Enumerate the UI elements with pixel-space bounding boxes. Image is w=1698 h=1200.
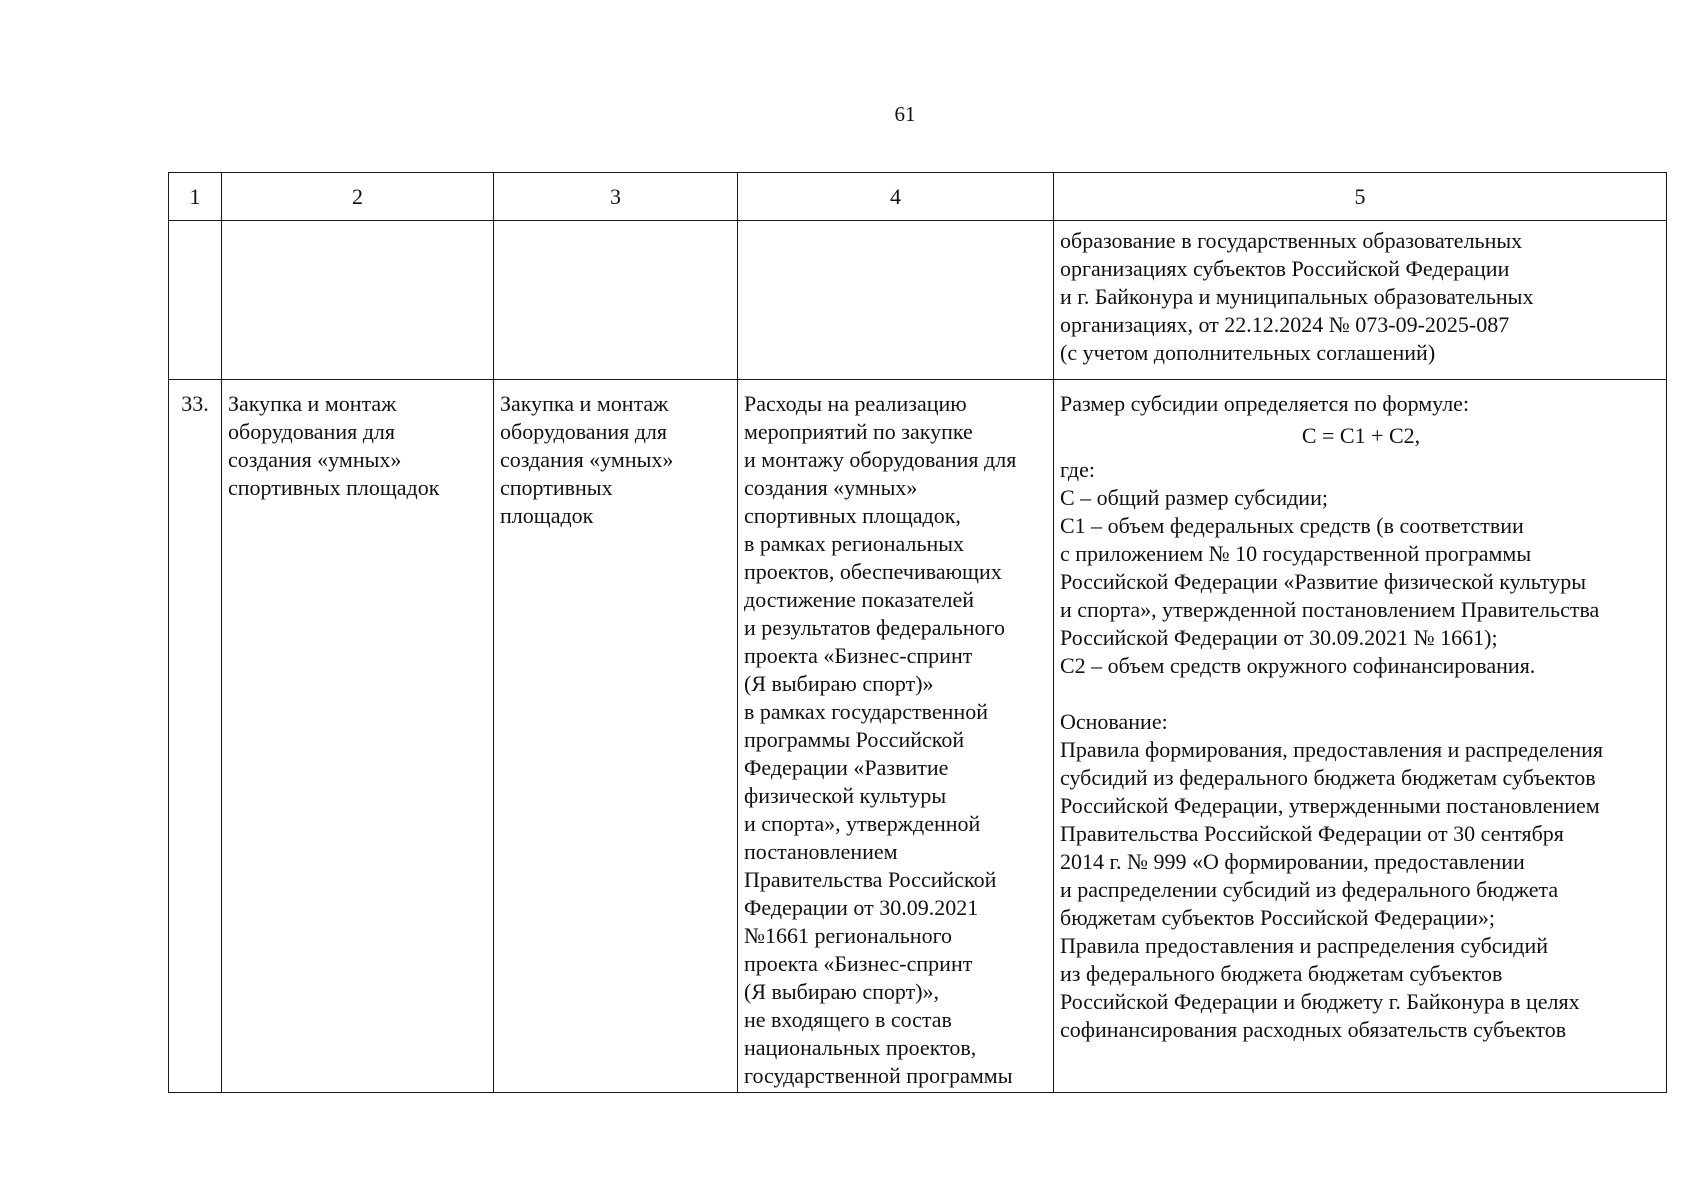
text-line: спортивных: [500, 475, 613, 500]
formula-intro: Размер субсидии определяется по формуле:: [1060, 391, 1470, 416]
table-row-continuation: [169, 221, 1667, 380]
text-line: национальных проектов,: [744, 1035, 977, 1060]
text-line: Расходы на реализацию: [744, 391, 967, 416]
text-line: не входящего в состав: [744, 1007, 952, 1032]
text-line: спортивных площадок: [228, 475, 440, 500]
text-line: Федерации от 30.09.2021: [744, 895, 979, 920]
cont-cell-5: [1054, 221, 1667, 380]
cont-text-block: [1054, 221, 1666, 367]
text-line: Правительства Российской: [744, 867, 997, 892]
text-line: мероприятий по закупке: [744, 419, 973, 444]
text-line: из федерального бюджета бюджетам субъектов: [1060, 961, 1503, 986]
text-line: физической культуры: [744, 783, 947, 808]
text-line: Закупка и монтаж: [500, 391, 669, 416]
header-cell-2: 2: [222, 173, 494, 221]
text-line: оборудования для: [228, 419, 396, 444]
expenses-description: [738, 380, 1053, 1090]
text-line: государственной программы: [744, 1063, 1013, 1088]
row-number-cell: [169, 380, 222, 1093]
text-line: №1661 регионального: [744, 923, 953, 948]
text-line: и спорта», утвержденной: [744, 811, 981, 836]
text-line: Российской Федерации от 30.09.2021 № 1661);: [1060, 625, 1498, 650]
row-number: 33.: [181, 391, 209, 416]
text-line: программы Российской: [744, 727, 965, 752]
table-row-33: [169, 380, 1667, 1093]
text-line: 2014 г. № 999 «О формировании, предоставлении: [1060, 849, 1525, 874]
text-line: организациях, от 22.12.2024 № 073-09-2025-087: [1060, 312, 1510, 337]
text-line: софинансирования расходных обязательств субъектов: [1060, 1017, 1567, 1042]
text-line: где:: [1060, 457, 1095, 482]
text-line: (Я выбираю спорт)»,: [744, 979, 940, 1004]
text-line: создания «умных»: [228, 447, 402, 472]
direction-cell: [494, 380, 738, 1093]
text-line: проекта «Бизнес-спринт: [744, 643, 973, 668]
cont-cell-1: [169, 221, 222, 380]
text-line: проекта «Бизнес-спринт: [744, 951, 973, 976]
header-cell-1: 1: [169, 173, 222, 221]
page-number: 61: [894, 102, 916, 126]
text-line: Правила предоставления и распределения субсидий: [1060, 933, 1549, 958]
text-line: спортивных площадок,: [744, 503, 961, 528]
subsidy-procedure-cell: [1054, 380, 1667, 1093]
text-line: проектов, обеспечивающих: [744, 559, 1002, 584]
text-line: Основание:: [1060, 709, 1168, 734]
text-line: C1 – объем федеральных средств (в соответствии: [1060, 513, 1524, 538]
text-line: достижение показателей: [744, 587, 975, 612]
text-line: и монтажу оборудования для: [744, 447, 1017, 472]
cont-cell-3: [494, 221, 738, 380]
text-line: Российской Федерации и бюджету г. Байконура в целях: [1060, 989, 1580, 1014]
text-line: образование в государственных образовательных: [1060, 228, 1523, 253]
cont-cell-2: [222, 221, 494, 380]
text-line: Закупка и монтаж: [228, 391, 397, 416]
document-table: [168, 172, 1667, 1093]
text-line: создания «умных»: [500, 447, 674, 472]
text-line: создания «умных»: [744, 475, 918, 500]
text-line: C – общий размер субсидии;: [1060, 485, 1328, 510]
text-line: и спорта», утвержденной постановлением Правительства: [1060, 597, 1600, 622]
event-name: [222, 380, 493, 502]
text-line: организациях субъектов Российской Федерации: [1060, 256, 1510, 281]
text-line: Правила формирования, предоставления и распределения: [1060, 737, 1604, 762]
expenses-description-cell: [738, 380, 1054, 1093]
cont-cell-4: [738, 221, 1054, 380]
text-line: бюджетам субъектов Российской Федерации»;: [1060, 905, 1495, 930]
header-cell-3: 3: [494, 173, 738, 221]
text-line: (с учетом дополнительных соглашений): [1060, 340, 1436, 365]
text-line: постановлением: [744, 839, 898, 864]
text-line: и результатов федерального: [744, 615, 1005, 640]
text-line: субсидий из федерального бюджета бюджетам субъектов: [1060, 765, 1596, 790]
text-line: площадок: [500, 503, 594, 528]
text-line: и распределении субсидий из федерального бюджета: [1060, 877, 1559, 902]
header-cell-4: 4: [738, 173, 1054, 221]
text-line: Российской Федерации «Развитие физической культуры: [1060, 569, 1586, 594]
event-name-cell: [222, 380, 494, 1093]
text-line: в рамках государственной: [744, 699, 988, 724]
text-line: (Я выбираю спорт)»: [744, 671, 934, 696]
text-line: и г. Байконура и муниципальных образовательных: [1060, 284, 1534, 309]
header-cell-5: 5: [1054, 173, 1667, 221]
text-line: Правительства Российской Федерации от 30 сентября: [1060, 821, 1564, 846]
direction-text: [494, 380, 737, 530]
subsidy-procedure: [1054, 380, 1666, 1044]
text-line: оборудования для: [500, 419, 668, 444]
paragraph-gap: [1060, 680, 1662, 708]
text-line: Российской Федерации, утвержденными постановлением: [1060, 793, 1600, 818]
text-line: C2 – объем средств окружного софинансирования.: [1060, 653, 1536, 678]
text-line: с приложением № 10 государственной программы: [1060, 541, 1532, 566]
text-line: в рамках региональных: [744, 531, 965, 556]
table-header-row: [169, 173, 1667, 221]
text-line: Федерации «Развитие: [744, 755, 949, 780]
subsidy-formula: C = C1 + C2,: [1301, 423, 1421, 448]
